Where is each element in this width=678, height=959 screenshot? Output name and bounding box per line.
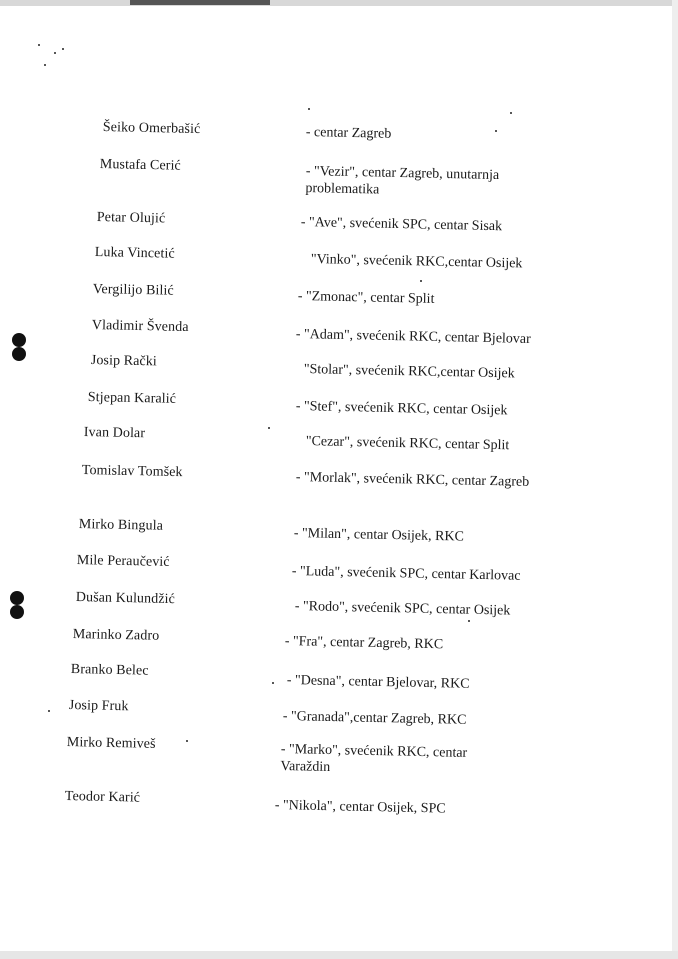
- scan-top-edge: [0, 0, 678, 6]
- person-description: - "Luda", svećenik SPC, centar Karlovac: [291, 563, 521, 584]
- person-name: Vergilijo Bilić: [92, 282, 174, 299]
- list-item: [0, 662, 678, 692]
- scan-speck: [62, 48, 64, 50]
- list-item: [0, 789, 678, 817]
- person-description: - "Ave", svećenik SPC, centar Sisak: [300, 214, 503, 235]
- person-description: - "Marko", svećenik RKC, centar Varaždin: [280, 741, 468, 776]
- person-name: Mirko Bingula: [78, 517, 164, 534]
- person-description: "Vinko", svećenik RKC,centar Osijek: [310, 251, 523, 272]
- scan-speck: [38, 44, 40, 46]
- person-name: Josip Fruk: [68, 698, 129, 715]
- person-name: Marinko Zadro: [72, 627, 160, 644]
- person-description: - "Adam", svećenik RKC, centar Bjelovar: [295, 326, 531, 347]
- scan-speck: [44, 64, 46, 66]
- list-item: [0, 517, 678, 545]
- list-item: [0, 318, 678, 347]
- list-item: [0, 210, 678, 235]
- person-name: Mustafa Cerić: [99, 157, 181, 174]
- list-item: [0, 735, 678, 776]
- person-name: Josip Rački: [90, 353, 158, 370]
- person-name: Mile Peraučević: [76, 553, 170, 570]
- person-name: Petar Olujić: [96, 210, 166, 227]
- person-description: - "Desna", centar Bjelovar, RKC: [286, 672, 470, 692]
- list-item: [0, 425, 678, 454]
- person-description: - "Zmonac", centar Split: [297, 288, 435, 307]
- list-item: [0, 590, 678, 619]
- scan-speck: [54, 52, 56, 54]
- scan-top-shadow: [130, 0, 270, 5]
- person-description: "Cezar", svećenik RKC, centar Split: [305, 433, 510, 454]
- person-description: "Stolar", svećenik RKC,centar Osijek: [303, 361, 515, 382]
- person-description: - "Fra", centar Zagreb, RKC: [284, 633, 444, 653]
- list-item: [0, 698, 678, 728]
- person-description: - "Milan", centar Osijek, RKC: [293, 525, 465, 545]
- list-item: [0, 390, 678, 419]
- person-name: Šeiko Omerbašić: [102, 120, 201, 138]
- list-item: [0, 627, 678, 653]
- person-name: Dušan Kulundžić: [75, 590, 176, 608]
- scan-speck: [510, 112, 512, 114]
- person-description: - "Granada",centar Zagreb, RKC: [282, 708, 467, 728]
- list-item: [0, 282, 678, 307]
- person-name: Tomislav Tomšek: [81, 463, 183, 481]
- person-description: - centar Zagreb: [305, 124, 392, 142]
- scan-speck: [468, 620, 470, 622]
- person-name: Branko Belec: [70, 662, 149, 679]
- person-name: Stjepan Karalić: [87, 390, 177, 407]
- scan-speck: [308, 108, 310, 110]
- person-name: Mirko Remiveš: [66, 735, 156, 752]
- person-name: Teodor Karić: [64, 789, 141, 806]
- list-item: [0, 245, 678, 272]
- person-description: - "Stef", svećenik RKC, centar Osijek: [295, 398, 508, 419]
- list-item: [0, 353, 678, 382]
- list-item: [0, 157, 678, 198]
- list-item: [0, 553, 678, 584]
- scan-bottom-edge: [0, 951, 678, 959]
- person-description: - "Rodo", svećenik SPC, centar Osijek: [294, 598, 511, 619]
- person-name: Ivan Dolar: [83, 425, 146, 442]
- scan-speck: [272, 682, 274, 684]
- person-name: Vladimir Švenda: [91, 318, 189, 336]
- person-description: - "Vezir", centar Zagreb, unutarnja problematika: [305, 163, 500, 198]
- list-item: [0, 120, 678, 140]
- person-description: - "Morlak", svećenik RKC, centar Zagreb: [295, 469, 530, 490]
- list-item: [0, 463, 678, 490]
- person-name: Luka Vincetić: [94, 245, 175, 262]
- person-description: - "Nikola", centar Osijek, SPC: [274, 797, 446, 817]
